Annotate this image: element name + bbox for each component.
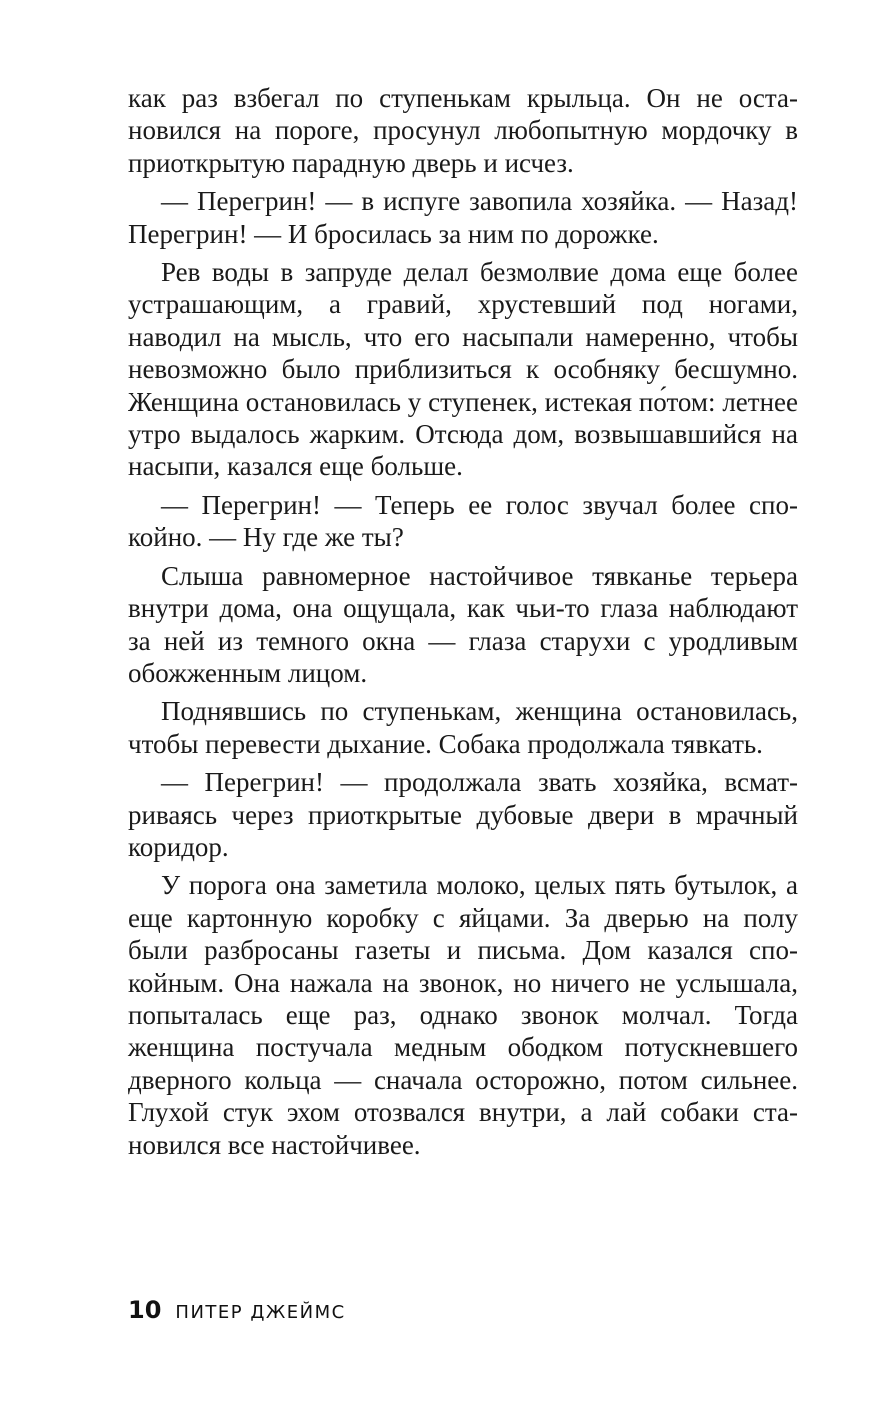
- paragraph-4: — Перегрин! — Теперь ее голос звучал более спокойно. — Ну где же ты?: [128, 489, 798, 553]
- paragraph-6: Поднявшись по ступенькам, женщина остановилась, чтобы перевести дыхание. Собака продолжала тявкать.: [128, 696, 798, 759]
- page-number: 10: [128, 1296, 162, 1324]
- paragraph-2: — Перегрин! — в испуге завопила хозяйка. — Назад! Перегрин! — И бросилась за ним по дорожке.: [128, 186, 798, 249]
- paragraph-3: Рев воды в запруде делал безмолвие дома еще более устрашающим, а гравий, хрустевший под ногами, наводил на мысль, что его насыпали намеренно, чтобы невозможно было приблизиться к особняку бесшумно. Женщина остановилась у ступенек, истекая по́том: летнее утро выдалось жарким. Отсюда дом, возвышавшийся на насыпи, казался еще больше.: [128, 257, 798, 482]
- body-text: [128, 82, 798, 1167]
- running-head-author: ПИТЕР ДЖЕЙМС: [175, 1302, 346, 1323]
- paragraph-1: как раз взбегал по ступенькам крыльца. Он не остановился на пороге, просунул любопытную мордочку в приоткрытую парадную дверь и исчез.: [128, 83, 798, 178]
- page-footer: [128, 1296, 346, 1326]
- paragraph-8: У порога она заметила молоко, целых пять бутылок, а еще картонную коробку с яйцами. За дверью на полу были разбросаны газеты и письма. Дом казался спокойным. Она нажала на звонок, но ничего не услышала, попыталась еще раз, однако звонок молчал. Тогда женщина постучала медным ободком потускневшего дверного кольца — сначала осторожно, потом сильнее. Глухой стук эхом отозвался внутри, а лай собаки становился все настойчивее.: [128, 870, 798, 1160]
- paragraph-7: — Перегрин! — продолжала звать хозяйка, всматриваясь через приоткрытые дубовые двери в мрачный коридор.: [128, 767, 798, 862]
- paragraph-5: Слыша равномерное настойчивое тявканье терьера внутри дома, она ощущала, как чьи-то глаза наблюдают за ней из темного окна — глаза старухи с уродливым обожженным лицом.: [128, 560, 798, 688]
